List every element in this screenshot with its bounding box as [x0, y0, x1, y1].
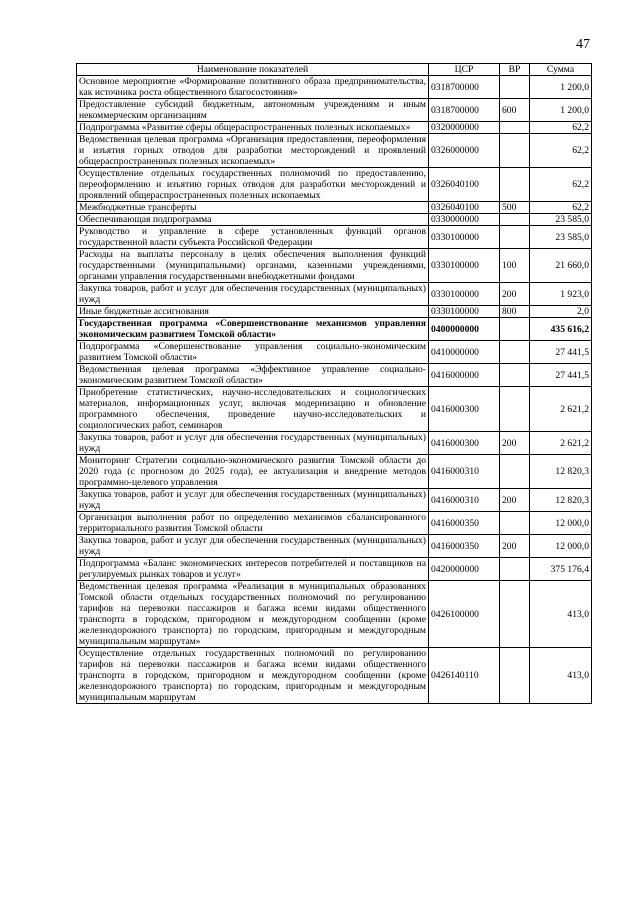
sum-cell: 375 176,4 — [530, 558, 592, 581]
header-csr: ЦСР — [429, 64, 500, 76]
sum-cell: 413,0 — [530, 581, 592, 648]
name-cell: Руководство и управление в сфере установленных функций органов государственной власти субъекта Российской Федерации — [77, 226, 429, 249]
vr-cell — [500, 122, 530, 134]
page-number: 47 — [576, 37, 590, 52]
name-cell: Государственная программа «Совершенствование механизмов управления экономическим развитием Томской области» — [77, 318, 429, 341]
sum-cell: 62,2 — [530, 202, 592, 214]
header-vr: ВР — [500, 64, 530, 76]
table-row — [77, 387, 592, 432]
name-cell: Приобретение статистических, научно-исследовательских и социологических материалов, информационных услуг, включая модернизацию и обновление программного обеспечения, проведение научно-исследовательских и социологических работ, семинаров — [77, 387, 429, 432]
table-row — [77, 76, 592, 99]
name-cell: Подпрограмма «Развитие сферы общераспространенных полезных ископаемых» — [77, 122, 429, 134]
vr-cell — [500, 581, 530, 648]
sum-cell: 12 820,3 — [530, 489, 592, 512]
vr-cell — [500, 364, 530, 387]
name-cell: Подпрограмма «Баланс экономических интересов потребителей и поставщиков на регулируемых рынках товаров и услуг» — [77, 558, 429, 581]
vr-cell — [500, 455, 530, 489]
table-row — [77, 558, 592, 581]
sum-cell: 62,2 — [530, 122, 592, 134]
sum-cell: 23 585,0 — [530, 226, 592, 249]
table-row — [77, 122, 592, 134]
vr-cell — [500, 512, 530, 535]
table-row — [77, 432, 592, 455]
vr-cell — [500, 134, 530, 168]
vr-cell — [500, 226, 530, 249]
csr-cell: 0330100000 — [429, 226, 500, 249]
vr-cell: 200 — [500, 489, 530, 512]
table-row — [77, 283, 592, 306]
csr-cell: 0426140110 — [429, 648, 500, 704]
vr-cell — [500, 341, 530, 364]
csr-cell: 0318700000 — [429, 76, 500, 99]
name-cell: Закупка товаров, работ и услуг для обеспечения государственных (муниципальных) нужд — [77, 283, 429, 306]
sum-cell: 62,2 — [530, 168, 592, 202]
sum-cell: 413,0 — [530, 648, 592, 704]
vr-cell: 200 — [500, 283, 530, 306]
name-cell: Ведомственная целевая программа «Реализация в муниципальных образованиях Томской области отдельных государственных полномочий по регулированию тарифов на перевозки пассажиров и багажа всеми видами общественного транспорта в городском, пригородном и междугородном сообщении (кроме железнодорожного транспорта) по городским, пригородным и междугородным муниципальным маршрутам» — [77, 581, 429, 648]
sum-cell: 27 441,5 — [530, 364, 592, 387]
vr-cell: 200 — [500, 535, 530, 558]
csr-cell: 0426100000 — [429, 581, 500, 648]
name-cell: Закупка товаров, работ и услуг для обеспечения государственных (муниципальных) нужд — [77, 432, 429, 455]
table-row — [77, 364, 592, 387]
csr-cell: 0330100000 — [429, 306, 500, 318]
sum-cell: 21 660,0 — [530, 249, 592, 283]
csr-cell: 0416000310 — [429, 455, 500, 489]
sum-cell: 27 441,5 — [530, 341, 592, 364]
csr-cell: 0318700000 — [429, 99, 500, 122]
sum-cell: 12 000,0 — [530, 535, 592, 558]
sum-cell: 2 621,2 — [530, 387, 592, 432]
sum-cell: 12 820,3 — [530, 455, 592, 489]
vr-cell — [500, 648, 530, 704]
name-cell: Закупка товаров, работ и услуг для обеспечения государственных (муниципальных) нужд — [77, 489, 429, 512]
vr-cell: 800 — [500, 306, 530, 318]
sum-cell: 12 000,0 — [530, 512, 592, 535]
table-row — [77, 214, 592, 226]
name-cell: Подпрограмма «Совершенствование управления социально-экономическим развитием Томской области» — [77, 341, 429, 364]
vr-cell — [500, 387, 530, 432]
name-cell: Расходы на выплаты персоналу в целях обеспечения выполнения функций государственными (муниципальными) органами, казенными учреждениями, органами управления государственными внебюджетными фондами — [77, 249, 429, 283]
table-row — [77, 99, 592, 122]
table-row — [77, 318, 592, 341]
vr-cell: 500 — [500, 202, 530, 214]
csr-cell: 0416000310 — [429, 489, 500, 512]
csr-cell: 0400000000 — [429, 318, 500, 341]
vr-cell: 100 — [500, 249, 530, 283]
csr-cell: 0326000000 — [429, 134, 500, 168]
vr-cell — [500, 558, 530, 581]
sum-cell: 1 200,0 — [530, 99, 592, 122]
sum-cell: 62,2 — [530, 134, 592, 168]
table-body — [77, 76, 592, 704]
table-header-row — [77, 64, 592, 76]
name-cell: Ведомственная целевая программа «Эффективное управление социально-экономическим развитием Томской области» — [77, 364, 429, 387]
header-name: Наименование показателей — [77, 64, 429, 76]
csr-cell: 0416000300 — [429, 432, 500, 455]
csr-cell: 0416000300 — [429, 387, 500, 432]
vr-cell: 200 — [500, 432, 530, 455]
csr-cell: 0330000000 — [429, 214, 500, 226]
table-row — [77, 581, 592, 648]
table-row — [77, 226, 592, 249]
csr-cell: 0416000350 — [429, 535, 500, 558]
csr-cell: 0330100000 — [429, 283, 500, 306]
vr-cell — [500, 214, 530, 226]
name-cell: Закупка товаров, работ и услуг для обеспечения государственных (муниципальных) нужд — [77, 535, 429, 558]
csr-cell: 0416000350 — [429, 512, 500, 535]
name-cell: Осуществление отдельных государственных полномочий по регулированию тарифов на перевозки пассажиров и багажа всеми видами общественного транспорта в городском, пригородном и междугородном сообщении (кроме железнодорожного транспорта) по городским, пригородным и междугородным муниципальным маршрутам — [77, 648, 429, 704]
name-cell: Ведомственная целевая программа «Организация предоставления, переоформления и изъятия горных отводов для разработки месторождений и проявлений общераспространенных полезных ископаемых» — [77, 134, 429, 168]
name-cell: Обеспечивающая подпрограмма — [77, 214, 429, 226]
name-cell: Осуществление отдельных государственных полномочий по предоставлению, переоформлению и изъятию горных отводов для разработки месторождений и проявлений общераспространенных полезных ископаемых — [77, 168, 429, 202]
sum-cell: 2,0 — [530, 306, 592, 318]
name-cell: Организация выполнения работ по определению механизмов сбалансированного территориального развития Томской области — [77, 512, 429, 535]
table-row — [77, 168, 592, 202]
vr-cell — [500, 76, 530, 99]
table-row — [77, 512, 592, 535]
csr-cell: 0326040100 — [429, 168, 500, 202]
header-sum: Сумма — [530, 64, 592, 76]
vr-cell: 600 — [500, 99, 530, 122]
vr-cell — [500, 168, 530, 202]
vr-cell — [500, 318, 530, 341]
name-cell: Основное мероприятие «Формирование позитивного образа предпринимательства, как источника роста общественного благосостояния» — [77, 76, 429, 99]
table-row — [77, 455, 592, 489]
csr-cell: 0420000000 — [429, 558, 500, 581]
table-row — [77, 341, 592, 364]
csr-cell: 0330100000 — [429, 249, 500, 283]
table-row — [77, 648, 592, 704]
name-cell: Межбюджетные трансферты — [77, 202, 429, 214]
table-row — [77, 306, 592, 318]
csr-cell: 0326040100 — [429, 202, 500, 214]
sum-cell: 435 616,2 — [530, 318, 592, 341]
sum-cell: 2 621,2 — [530, 432, 592, 455]
csr-cell: 0320000000 — [429, 122, 500, 134]
table-row — [77, 202, 592, 214]
name-cell: Мониторинг Стратегии социально-экономического развития Томской области до 2020 года (с прогнозом до 2025 года), ее актуализация и внедрение методов программно-целевого управления — [77, 455, 429, 489]
table-row — [77, 249, 592, 283]
csr-cell: 0410000000 — [429, 341, 500, 364]
sum-cell: 23 585,0 — [530, 214, 592, 226]
budget-table — [76, 63, 592, 704]
name-cell: Иные бюджетные ассигнования — [77, 306, 429, 318]
table-row — [77, 489, 592, 512]
table-row — [77, 535, 592, 558]
csr-cell: 0416000000 — [429, 364, 500, 387]
name-cell: Предоставление субсидий бюджетным, автономным учреждениям и иным некоммерческим организациям — [77, 99, 429, 122]
sum-cell: 1 200,0 — [530, 76, 592, 99]
table-row — [77, 134, 592, 168]
sum-cell: 1 923,0 — [530, 283, 592, 306]
